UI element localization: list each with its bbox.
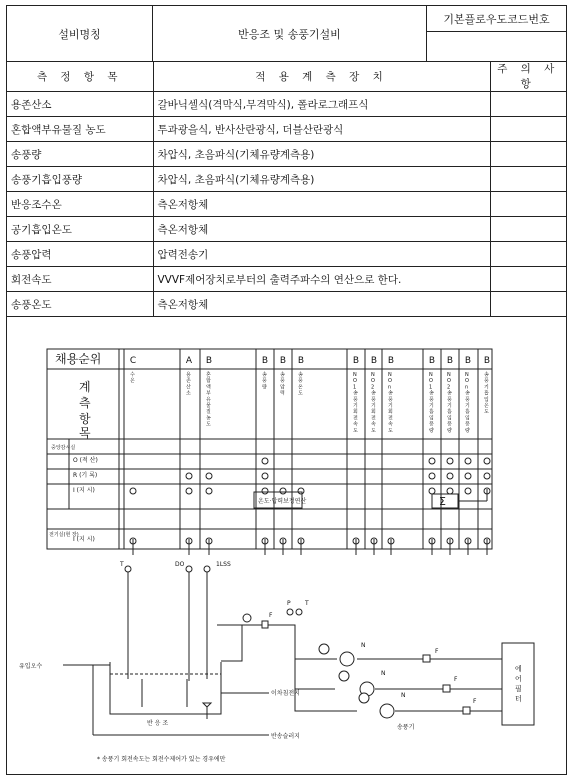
column-name-char: 흡 (484, 390, 489, 397)
measure-label (79, 379, 91, 440)
measure-label-char: 목 (79, 426, 91, 440)
column-name-char: 1 (429, 384, 433, 391)
column-name-char: 송 (388, 390, 393, 397)
column-name-char: 혼 (206, 372, 211, 378)
row-notes (490, 192, 566, 217)
instrument-matrix (47, 349, 492, 549)
selection-mark (280, 488, 286, 494)
air-filter-char: 필 (515, 685, 522, 693)
table-row (7, 117, 566, 142)
row-notes (490, 242, 566, 267)
motor-2 (339, 671, 349, 681)
calc-box-label: 온도·압력보정연산 (258, 498, 307, 505)
row-notes (490, 142, 566, 167)
column-name-char: 속 (371, 421, 376, 428)
table-row (7, 192, 566, 217)
tag-f: F (269, 612, 273, 619)
influent-label: 유입오수 (19, 663, 43, 670)
selection-mark (186, 488, 192, 494)
column-name-char: 농 (206, 415, 211, 422)
intake-flow-meter-2 (443, 685, 450, 692)
intake-flow-meter-n (463, 707, 470, 714)
column-name-char: N (465, 372, 469, 378)
tag-f3: F (473, 698, 477, 705)
selection-mark (429, 458, 435, 464)
row-device: 압력전송기 (153, 242, 490, 267)
column-name-char: 량 (465, 427, 470, 434)
rank-label: B (205, 356, 213, 366)
row-item: 송풍압력 (7, 242, 153, 267)
column-name-char: N (353, 372, 357, 378)
row-label-r: R (기 록) (73, 472, 98, 479)
column-name-char: 흡 (429, 409, 434, 416)
column-name-char: 송 (465, 390, 470, 397)
column-name-char: 존 (186, 378, 191, 385)
pressure-gauge-p (287, 609, 293, 615)
row-notes (490, 217, 566, 242)
blower-n (380, 704, 394, 718)
column-name-char: 풍 (465, 421, 470, 428)
column-name-char: 송 (484, 372, 489, 378)
equipment-name: 반응조 및 송풍기설비 (153, 6, 427, 61)
column-name-char: 물 (206, 403, 211, 409)
column-name-char: O (429, 378, 433, 385)
column-name-char: 량 (262, 384, 267, 391)
column-name-char: 온 (130, 378, 135, 385)
sensor-probes (128, 569, 207, 707)
row-notes (490, 267, 566, 292)
column-name-char: 송 (262, 372, 267, 378)
row-item: 용존산소 (7, 92, 153, 117)
table-row (7, 267, 566, 292)
table-row (7, 242, 566, 267)
row-device: 차압식, 초음파식(기체유량계측용) (153, 142, 490, 167)
column-name-char: 온 (484, 403, 489, 409)
column-name-char: 도 (206, 421, 211, 428)
rank-label: A (185, 356, 193, 366)
row-label-i: I (지 시) (73, 487, 95, 494)
selection-mark (298, 488, 304, 494)
temp-gauge-t (296, 609, 302, 615)
column-name-char: 풍 (484, 378, 489, 385)
selection-mark (262, 458, 268, 464)
row-item: 회전속도 (7, 267, 153, 292)
column-name-char: O (388, 378, 392, 385)
column-name-char: 소 (186, 390, 191, 397)
column-name-char: O (465, 378, 469, 385)
flow-diagram-svg (7, 329, 566, 774)
matrix-frame (47, 349, 492, 549)
column-name-char: 기 (465, 403, 470, 409)
column-name-char: 전 (388, 415, 393, 422)
diffuser (203, 703, 211, 719)
row-notes (490, 92, 566, 117)
selection-mark (447, 458, 453, 464)
column-name-char: 입 (484, 396, 489, 403)
process-tags (119, 561, 477, 705)
row-device: 측온저항체 (153, 217, 490, 242)
col-header-device: 적 용 계 측 장 치 (153, 61, 490, 92)
selection-mark (447, 488, 453, 494)
selection-mark (262, 473, 268, 479)
tag-f2: F (454, 676, 458, 683)
air-filter-char: 에 (515, 665, 522, 673)
selection-mark (429, 473, 435, 479)
table-row (7, 92, 566, 117)
column-name-char: 흡 (465, 409, 470, 416)
column-name-char: 풍 (388, 396, 393, 403)
rank-label: B (387, 356, 395, 366)
column-name-char: 송 (447, 390, 452, 397)
column-name-char: 풍 (447, 396, 452, 403)
column-name-char: 산 (186, 384, 191, 391)
column-name-char: 도 (388, 427, 393, 434)
blower-label: 송풍기 (397, 724, 415, 731)
table-row (7, 142, 566, 167)
intake-flow-meter-1 (423, 655, 430, 662)
column-name-char: N (447, 372, 451, 378)
column-name-char: 입 (465, 415, 470, 422)
air-filter-char: 어 (515, 675, 522, 683)
rank-label: B (261, 356, 269, 366)
column-name-char: 풍 (465, 396, 470, 403)
column-name-char: 량 (447, 427, 452, 434)
column-name-char: 회 (353, 409, 358, 416)
air-filter-box (502, 643, 534, 725)
tag-n1: N (361, 642, 366, 649)
flow-diagram (7, 329, 566, 774)
column-name-char: 속 (353, 421, 358, 428)
column-name-char: 회 (371, 409, 376, 416)
tag-t2: T (305, 600, 309, 607)
flow-meter-f (262, 621, 268, 628)
column-name-char: 풍 (447, 421, 452, 428)
column-name-char: 도 (484, 409, 489, 416)
row-label-o: O (적 산) (73, 457, 98, 464)
tag-n3: N (401, 692, 406, 699)
rank-label: B (428, 356, 436, 366)
selection-mark (465, 473, 471, 479)
air-header (217, 625, 242, 661)
selection-mark (186, 473, 192, 479)
column-name-char: 압 (280, 384, 285, 391)
air-main (242, 625, 357, 711)
column-name-char: N (371, 372, 375, 378)
reactor-tank (110, 662, 221, 714)
column-name-char: 1 (353, 384, 357, 391)
column-name-char: 용 (186, 372, 191, 378)
selection-mark (262, 488, 268, 494)
column-name-char: 전 (371, 415, 376, 422)
column-name-char: 송 (298, 372, 303, 378)
column-name-char: 입 (429, 415, 434, 422)
column-name-char: 부 (206, 390, 211, 397)
selection-mark (447, 473, 453, 479)
flow-code-label: 기본플로우도코드번호 (427, 6, 566, 32)
selection-marks (130, 458, 490, 544)
column-name-char: 입 (447, 415, 452, 422)
rank-label: B (370, 356, 378, 366)
header-row (7, 6, 566, 62)
column-name-char: 기 (353, 403, 358, 409)
column-name-char: 합 (206, 378, 211, 385)
column-name-char: 송 (353, 390, 358, 397)
rank-label: B (483, 356, 491, 366)
selection-mark (465, 458, 471, 464)
column-name-char: N (388, 372, 392, 378)
column-name-char: 온 (298, 384, 303, 391)
column-name-char: 기 (429, 403, 434, 409)
column-name-char: 량 (429, 427, 434, 434)
return-sludge-label: 반송슬러지 (271, 733, 300, 740)
tag-lss: 1LSS (216, 561, 231, 568)
instrument-t (125, 566, 131, 572)
column-name-char: 기 (371, 403, 376, 409)
column-name-char: 2 (447, 384, 451, 391)
row-item: 혼합액부유물질 농도 (7, 117, 153, 142)
column-name-char: 기 (388, 403, 393, 409)
selection-mark (206, 473, 212, 479)
selection-mark (206, 488, 212, 494)
air-filter-char: 터 (515, 695, 522, 703)
column-name-char: 송 (280, 372, 285, 378)
col-header-notes: 주 의 사 항 (490, 61, 566, 92)
col-header-item: 측 정 항 목 (7, 61, 153, 92)
rank-label: B (279, 356, 287, 366)
document-sheet (6, 5, 567, 775)
side-label: 중앙감시실 (51, 445, 76, 451)
row-notes (490, 117, 566, 142)
blower-intake (357, 659, 502, 711)
row-device: 갈바닉셀식(격막식,무격막식), 폴라로그래프식 (153, 92, 490, 117)
instrument-do (186, 566, 192, 572)
rank-row (130, 356, 490, 366)
column-name-char: 도 (371, 427, 376, 434)
column-name-char: 풍 (371, 396, 376, 403)
column-name-char: 력 (280, 390, 285, 397)
column-name-char: 전 (353, 415, 358, 422)
tag-p: P (287, 600, 291, 607)
tag-n2: N (381, 670, 386, 677)
column-name-char: 기 (447, 403, 452, 409)
selection-mark (484, 473, 490, 479)
column-name-char: 수 (130, 372, 135, 378)
column-name-char: 도 (353, 427, 358, 434)
selection-mark (130, 488, 136, 494)
row-item: 반응조수온 (7, 192, 153, 217)
measure-label-char: 측 (79, 396, 91, 410)
column-name-char: O (353, 378, 357, 385)
column-name-char: N (429, 372, 433, 378)
row-device: 투과광을식, 반사산란광식, 더블산란광식 (153, 117, 490, 142)
column-name-char: n (465, 384, 469, 391)
column-names (130, 371, 489, 434)
column-name-char: 풍 (429, 396, 434, 403)
blower-1 (340, 652, 354, 666)
tag-t: T (120, 561, 124, 568)
row-device: 측온저항체 (153, 292, 490, 317)
adoption-label: 채용순위 (55, 352, 102, 366)
column-name-char: 속 (388, 421, 393, 428)
to-final-label: 이차침전지 (271, 690, 300, 697)
column-name-char: 질 (206, 409, 211, 416)
table-row (7, 292, 566, 317)
local-label: 전기실(현 장) (49, 532, 79, 538)
motor-1 (319, 644, 329, 654)
column-name-char: 송 (429, 390, 434, 397)
selection-mark (429, 488, 435, 494)
row-item: 송풍온도 (7, 292, 153, 317)
motor-n (359, 693, 369, 703)
flow-control-valve (243, 614, 251, 622)
table-header-row (7, 61, 566, 92)
measure-label-char: 항 (79, 412, 91, 426)
column-name-char: 도 (298, 390, 303, 397)
column-name-char: 기 (484, 384, 489, 391)
row-notes (490, 292, 566, 317)
selection-mark (484, 458, 490, 464)
table-row (7, 167, 566, 192)
column-name-char: 풍 (353, 396, 358, 403)
table-row (7, 217, 566, 242)
rank-label: B (446, 356, 454, 366)
row-label-local-i: I (지 시) (73, 536, 95, 543)
column-name-char: 풍 (280, 378, 285, 385)
rank-label: B (464, 356, 472, 366)
column-name-char: O (371, 378, 375, 385)
column-name-char: 송 (371, 390, 376, 397)
row-item: 공기흡입온도 (7, 217, 153, 242)
column-name-char: 유 (206, 396, 211, 403)
tag-do: DO (175, 561, 185, 568)
column-name-char: n (388, 384, 392, 391)
column-name-char: 액 (206, 384, 211, 391)
tag-f1: F (435, 648, 439, 655)
column-name-char: 풍 (298, 378, 303, 385)
flow-code-cell (427, 6, 566, 61)
instrument-lss (204, 566, 210, 572)
rank-label: B (297, 356, 305, 366)
column-name-char: 풍 (262, 378, 267, 385)
selection-mark (465, 488, 471, 494)
row-device: VVVF제어장치로부터의 출력주파수의 연산으로 한다. (153, 267, 490, 292)
equipment-name-label: 설비명칭 (7, 6, 153, 61)
row-item: 송풍기흡입풍량 (7, 167, 153, 192)
measurement-table (7, 61, 566, 317)
column-name-char: 풍 (429, 421, 434, 428)
rank-label: B (352, 356, 360, 366)
row-item: 송풍량 (7, 142, 153, 167)
column-name-char: 흡 (447, 409, 452, 416)
column-name-char: 회 (388, 409, 393, 416)
row-notes (490, 167, 566, 192)
column-name-char: 2 (371, 384, 375, 391)
tank-label: 반 응 조 (147, 720, 169, 727)
footnote: * 송풍기 회전속도는 회전수제어가 있는 경우에만 (97, 756, 226, 763)
measure-label-char: 계 (79, 380, 91, 394)
sigma-label: Σ (439, 495, 446, 508)
column-name-char: O (447, 378, 451, 385)
row-device: 차압식, 초음파식(기체유량계측용) (153, 167, 490, 192)
row-device: 측온저항체 (153, 192, 490, 217)
air-filter-label (515, 664, 522, 703)
rank-label: C (129, 356, 137, 366)
